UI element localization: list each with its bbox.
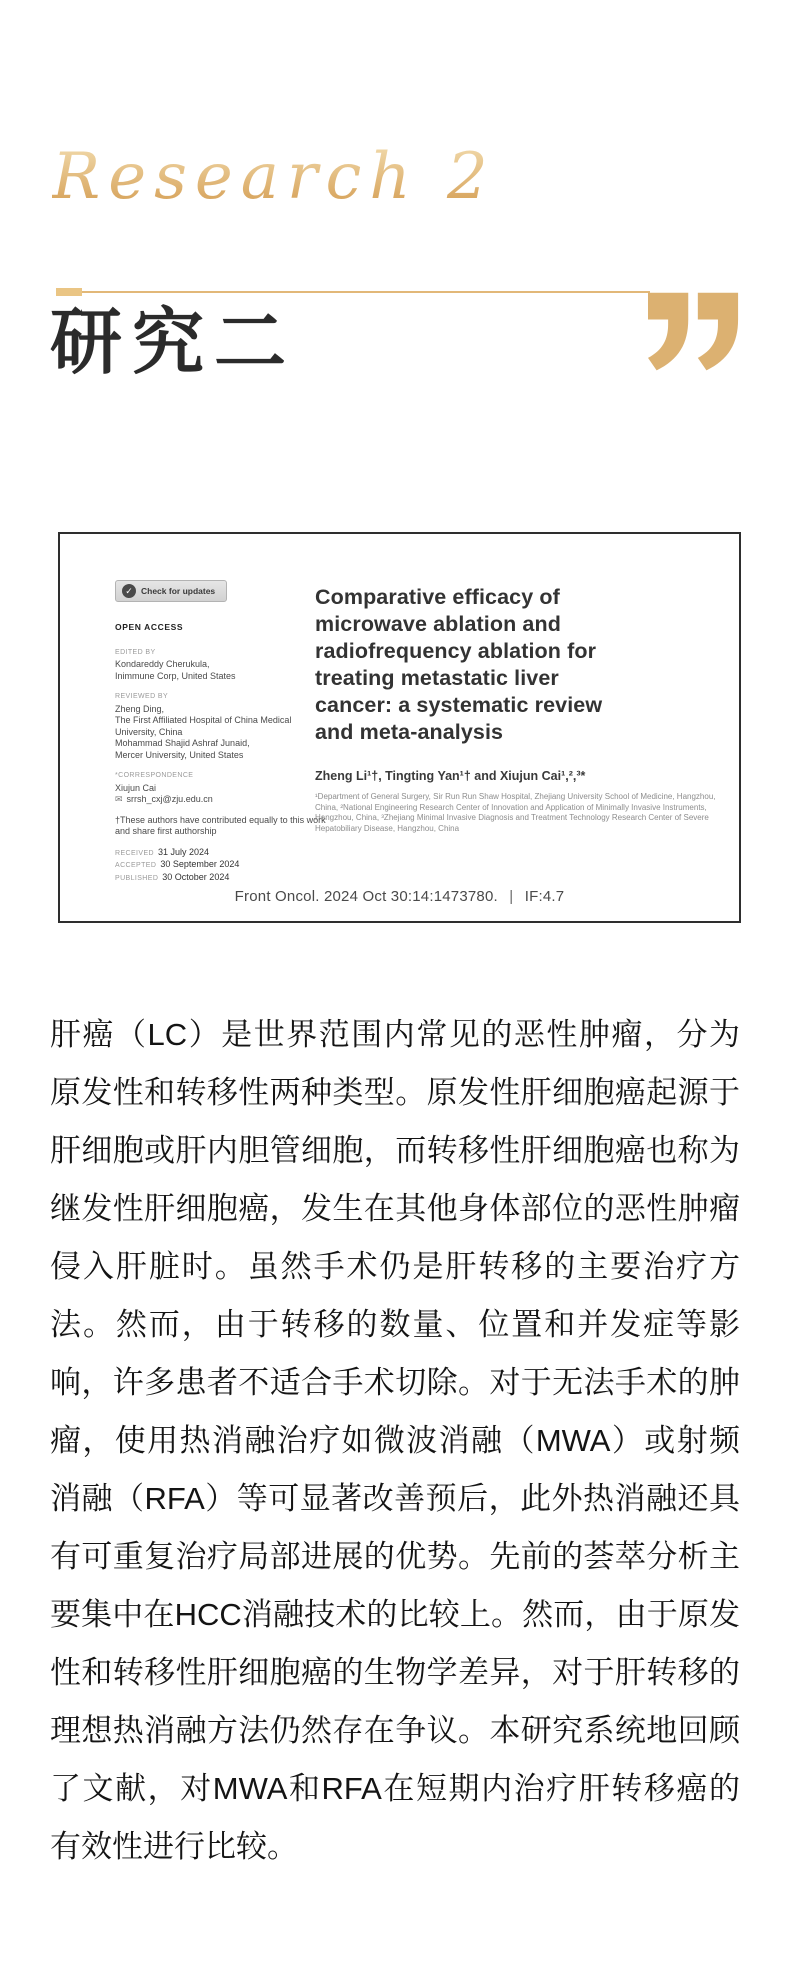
journal-citation	[60, 888, 739, 905]
edited-by-label: EDITED BY	[115, 648, 156, 656]
correspondence-label: *CORRESPONDENCE	[115, 772, 194, 779]
citation-reference: Front Oncol. 2024 Oct 30:14:1473780.	[234, 888, 498, 905]
accepted-row	[115, 859, 327, 872]
reviewer-1-org: The First Affiliated Hospital of China Medical University, China	[115, 715, 292, 737]
closing-quotes-icon	[648, 292, 740, 372]
mail-icon: ✉	[115, 794, 123, 804]
reviewer-1-name: Zheng Ding,	[115, 703, 165, 714]
received-date: 31 July 2024	[158, 846, 210, 857]
paper-title: Comparative efficacy of microwave ablation and radiofrequency ablation for treating metastatic liver cancer: a systematic review and meta-analysis	[315, 585, 603, 744]
accepted-label: ACCEPTED	[115, 862, 157, 869]
reviewed-by-label: REVIEWED BY	[115, 693, 169, 700]
paper-card	[58, 532, 741, 923]
editor-org: Inimmune Corp, United States	[115, 670, 236, 681]
received-row	[115, 847, 327, 860]
paper-authors: Zheng Li¹†, Tingting Yan¹† and Xiujun Cai¹,²,³*	[315, 769, 586, 783]
accepted-date: 30 September 2024	[160, 859, 240, 869]
reviewer-2-org: Mercer University, United States	[115, 749, 244, 760]
impact-factor: IF:4.7	[524, 888, 565, 905]
reviewed-by-block	[115, 691, 327, 761]
reviewer-2-name: Mohammad Shajid Ashraf Junaid,	[115, 738, 250, 748]
gold-divider-line	[56, 291, 650, 293]
gold-divider-cap	[56, 288, 82, 296]
edited-by-block	[115, 647, 327, 683]
citation-separator: |	[509, 888, 514, 905]
received-label: RECEIVED	[115, 849, 154, 857]
check-for-updates-label: Check for updates	[141, 586, 216, 596]
open-access-label: OPEN ACCESS	[115, 622, 184, 632]
published-label: PUBLISHED	[115, 874, 159, 882]
paper-main-column	[315, 584, 735, 834]
paper-affiliations: ¹Department of General Surgery, Sir Run Run Shaw Hospital, Zhejiang University School of Medicine, Hangzhou, China, ²National Engineering Research Center of Innovation and Application of Minimally Invasive Instruments, Hangzhou, China, ³Zhejiang Minimal Invasive Diagnosis and Treatment Technology Research Center of Severe Hepatobiliary Disease, Hangzhou, China	[315, 792, 716, 833]
check-for-updates-button[interactable]	[115, 580, 227, 602]
section-title-cn: 研究二	[50, 299, 297, 384]
contribution-note: †These authors have contributed equally to this work and share first authorship	[115, 814, 326, 836]
section-script-title: Research 2	[52, 140, 496, 214]
summary-paragraph: 肝癌（LC）是世界范围内常见的恶性肿瘤，分为原发性和转移性两种类型。原发性肝细胞癌起源于肝细胞或肝内胆管细胞，而转移性肝细胞癌也称为继发性肝细胞癌，发生在其他身体部位的恶性肿瘤侵入肝脏时。虽然手术仍是肝转移的主要治疗方法。然而，由于转移的数量、位置和并发症等影响，许多患者不适合手术切除。对于无法手术的肿瘤，使用热消融治疗如微波消融（MWA）或射频消融（RFA）等可显著改善预后，此外热消融还具有可重复治疗局部进展的优势。先前的荟萃分析主要集中在HCC消融技术的比较上。然而，由于原发性和转移性肝细胞癌的生物学差异，对于肝转移的理想热消融方法仍然存在争议。本研究系统地回顾了文献，对MWA和RFA在短期内治疗肝转移癌的有效性进行比较。	[50, 1017, 740, 1864]
crossmark-icon: ✓	[122, 584, 136, 598]
published-row	[115, 872, 327, 885]
correspondence-email[interactable]: srrsh_cxj@zju.edu.cn	[126, 794, 213, 804]
published-date: 30 October 2024	[162, 871, 230, 882]
correspondence-block	[115, 770, 327, 806]
correspondence-name: Xiujun Cai	[115, 782, 157, 793]
editor-name: Kondareddy Cherukula,	[115, 659, 210, 669]
paper-meta-column	[115, 622, 327, 884]
